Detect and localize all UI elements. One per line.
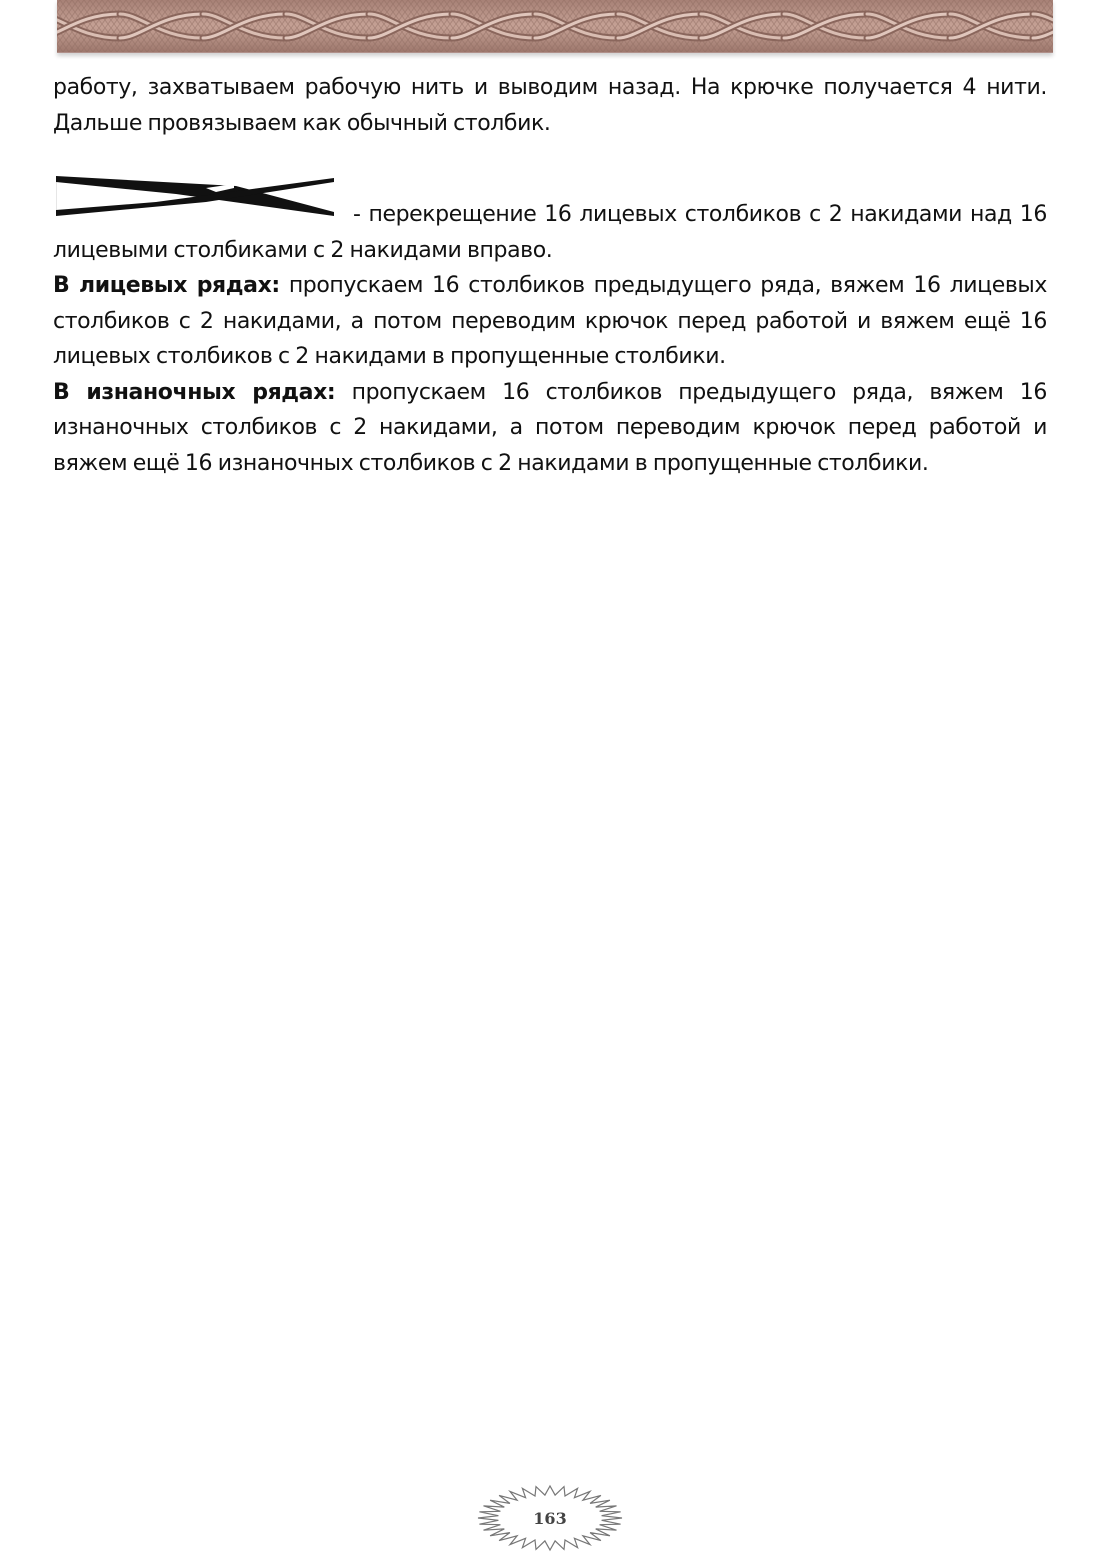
back-rows-paragraph: [53, 375, 1047, 482]
paragraph-continuation-text: работу, захватываем рабочую нить и выводим назад. На крючке получается 4 нити. Дальше провязываем как обычный столбик.: [53, 75, 1047, 136]
page-number: 163: [533, 1508, 567, 1528]
front-rows-paragraph: [53, 268, 1047, 375]
symbol-legend-text: - перекрещение 16 лицевых столбиков с 2 накидами над 16 лицевыми столбиками с 2 накидами вправо.: [53, 202, 1047, 263]
paragraph-continuation: [53, 70, 1047, 141]
back-rows-label: В изнаночных рядах:: [53, 379, 336, 405]
front-rows-text: пропускаем 16 столбиков предыдущего ряда, вяжем 16 лицевых столбиков с 2 накидами, а потом переводим крючок перед работой и вяжем ещё 16 лицевых столбиков с 2 накидами в пропущенные столбики.: [53, 273, 1047, 369]
page-number-badge: [474, 1483, 626, 1553]
back-rows-text: пропускаем 16 столбиков предыдущего ряда, вяжем 16 изнаночных столбиков с 2 накидами, а потом переводим крючок перед работой и вяжем ещё 16 изнаночных столбиков с 2 накидами в пропущенные столбики.: [53, 379, 1047, 476]
header-cable-band: [57, 0, 1053, 53]
instructions-block: [53, 197, 1047, 481]
front-rows-label: В лицевых рядах:: [53, 273, 280, 298]
